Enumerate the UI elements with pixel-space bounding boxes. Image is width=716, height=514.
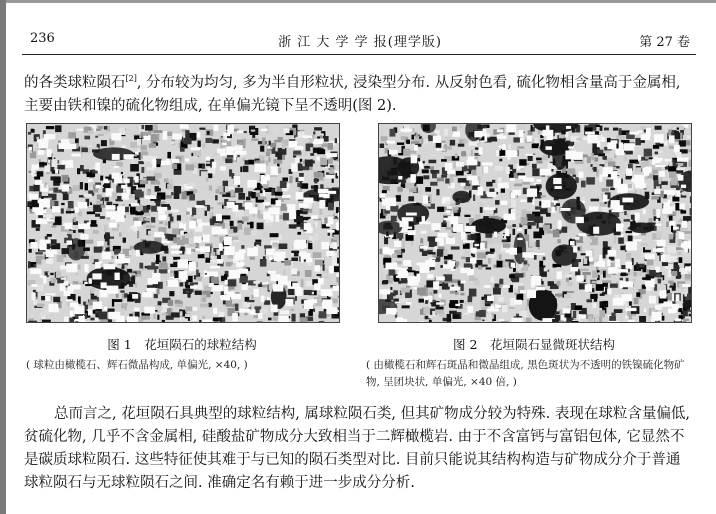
figure-2-caption: 图 2 花垣陨石显微斑状结构 (453, 337, 615, 352)
figure-1-caption: 图 1 花垣陨石的球粒结构 (107, 337, 257, 352)
figure-1-photomicrograph (26, 123, 340, 323)
volume-label: 第 27 卷 (639, 35, 690, 50)
document-page (6, 3, 716, 514)
figure-1-note: ( 球粒由橄榄石、辉石微晶构成, 单偏光, ×40, ) (26, 359, 248, 371)
paragraph-2-text: 总而言之, 花垣陨石具典型的球粒结构, 属球粒陨石类, 但其矿物成分较为特殊. 表现在球粒含量偏低, 贫硫化物, 几乎不含金属相, 硅酸盐矿物成分大致相当于二辉橄榄岩. 由于不含富钙与富铝包体, 它显然不是碳质球粒陨石. 这些特征使其难于与已知的陨石类型对比. 目前只能说其结构构造与矿物成分介于普通球粒陨石与无球粒陨石之间. 准确定名有赖于进一步成分分析. (24, 406, 690, 491)
citation-ref: [2] (125, 74, 137, 83)
figure-2-photomicrograph (378, 123, 692, 323)
journal-title: 浙 江 大 学 学 报(理学版) (278, 35, 442, 50)
paragraph-1-text-b: , 分布较为均匀, 多为半自形粒状, 浸染型分布. 从反射色看, 硫化物相含量高于金属相, 主要由铁和镍的硫化物组成, 在单偏光镜下呈不透明(图 2). (24, 74, 681, 114)
paragraph-1-text-a: 的各类球粒陨石 (24, 74, 126, 91)
running-header (30, 31, 690, 51)
figure-2-note: ( 由橄榄石和辉石斑晶和微晶组成, 黑色斑状为不透明的铁镍硫化物矿物, 呈团块状, 单偏光, ×40 倍, ) (366, 359, 685, 388)
header-rule (22, 54, 696, 55)
page-number: 236 (30, 31, 55, 46)
paragraph-1 (24, 67, 694, 118)
paragraph-2 (24, 403, 694, 495)
